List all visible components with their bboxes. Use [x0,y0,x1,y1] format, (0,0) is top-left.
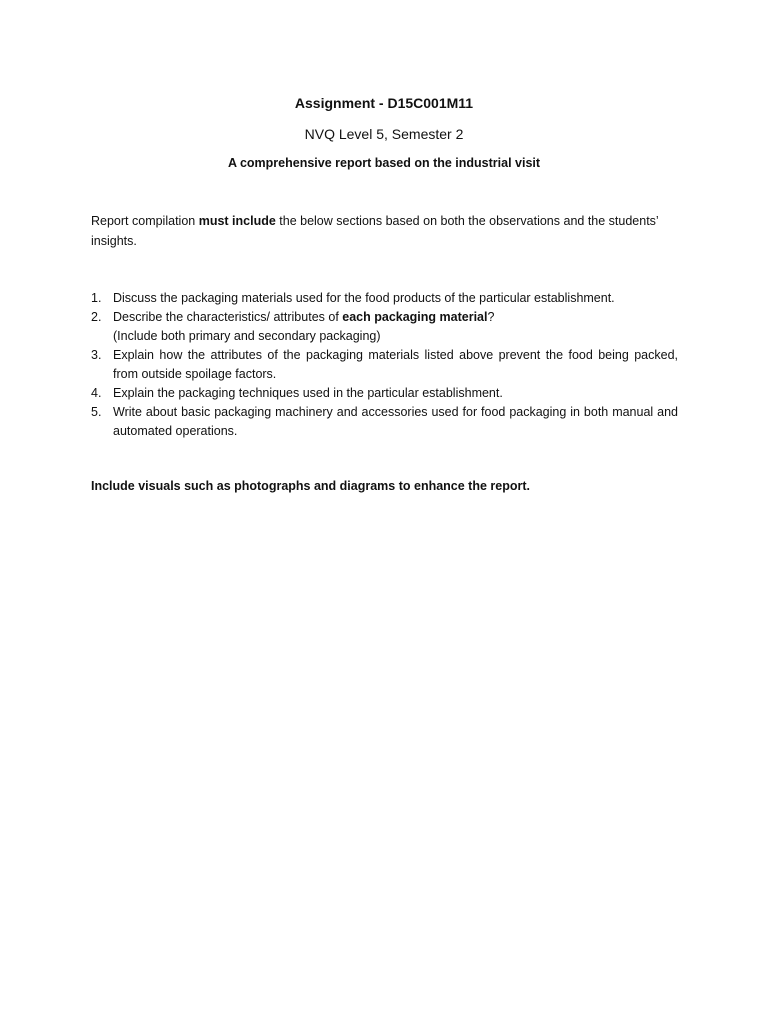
intro-emphasis: must include [198,214,276,228]
list-item [91,384,678,403]
list-item-number: 5. [91,405,102,419]
list-item-text: Explain the packaging techniques used in the particular establishment. [113,386,503,400]
list-item-text: Explain how the attributes of the packaging materials listed above prevent the food being packed, from outside spoilage factors. [113,348,678,381]
list-item [91,403,678,441]
list-item [91,308,678,346]
report-heading: A comprehensive report based on the industrial visit [227,156,541,170]
list-item-text-before: Describe the characteristics/ attributes of [113,310,343,324]
list-item-number: 4. [91,386,102,400]
list-item-emphasis: each packaging material [342,310,488,324]
list-item-text-after: ? [487,310,495,324]
list-item-number: 3. [91,348,102,362]
list-item-number: 1. [91,291,102,305]
list-item-number: 2. [91,310,102,324]
intro-text-after: the below sections based on both the observations and the students’ insights. [91,214,659,248]
intro-text-before: Report compilation [91,214,199,228]
requirements-list [91,289,678,441]
list-item [91,289,678,308]
list-item [91,346,678,384]
list-item-text: Write about basic packaging machinery and accessories used for food packaging in both manual and automated operations. [113,405,678,438]
intro-paragraph [91,212,676,251]
assignment-title: Assignment - D15C001M11 [294,95,474,111]
closing-instruction: Include visuals such as photographs and diagrams to enhance the report. [91,479,530,493]
course-subtitle: NVQ Level 5, Semester 2 [304,126,464,142]
list-item-text: Discuss the packaging materials used for the food products of the particular establishment. [113,291,615,305]
list-item-note: (Include both primary and secondary packaging) [113,329,381,343]
